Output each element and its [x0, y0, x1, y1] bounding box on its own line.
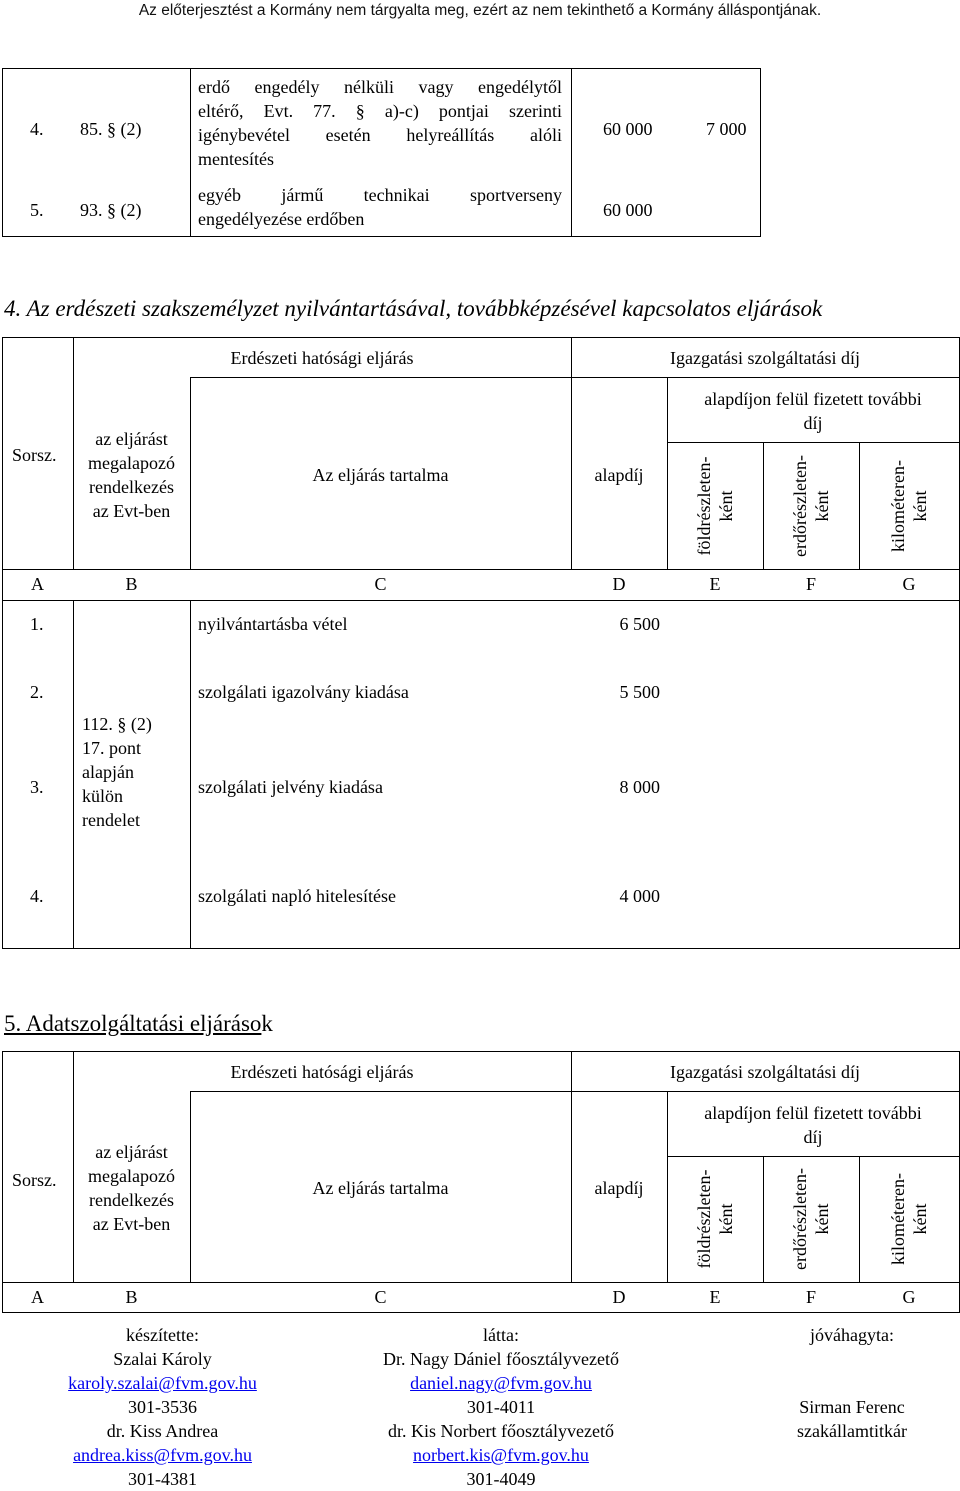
header-per-land: földrészleten- ként: [694, 456, 736, 556]
row-content-line: engedélyezése erdőben: [198, 209, 365, 229]
header-basis-line: az Evt-ben: [92, 1214, 171, 1234]
row-content-line: igénybevétel esetén helyreállítás alóli: [198, 125, 562, 145]
header-notice: Az előterjesztést a Kormány nem tárgyalta meg, ezért az nem tekinthető a Kormány álláspontjának.: [138, 2, 822, 19]
header-base-fee: alapdíj: [594, 1178, 644, 1198]
row-number: 5.: [30, 200, 44, 220]
basis-cell-line: külön: [82, 786, 124, 806]
header-basis-line: az eljárást: [95, 1142, 168, 1162]
seen-label: látta:: [483, 1325, 519, 1345]
header-basis-line: rendelkezés: [89, 1190, 174, 1210]
row-extra-fee: 7 000: [706, 119, 747, 139]
header-base-fee: alapdíj: [594, 465, 644, 485]
prepared-label: készítette:: [126, 1325, 199, 1345]
header-extra-fee-line: alapdíjon felül fizetett további: [704, 389, 922, 409]
header-extra-fee-line: alapdíjon felül fizetett további: [704, 1103, 922, 1123]
basis-cell-line: 112. § (2): [82, 714, 152, 734]
row-content: nyilvántartásba vétel: [198, 614, 348, 634]
row-number: 3.: [30, 777, 44, 797]
header-basis-line: rendelkezés: [89, 477, 174, 497]
row-content-line: mentesítés: [198, 149, 274, 169]
row-content-line: egyéb jármű technikai sportverseny: [198, 185, 562, 205]
column-letter: A: [31, 574, 44, 594]
row-reference: 93. § (2): [80, 200, 142, 220]
header-fee-group: Igazgatási szolgáltatási díj: [670, 348, 860, 368]
row-content: szolgálati napló hitelesítése: [198, 886, 396, 906]
basis-cell-line: rendelet: [82, 810, 140, 830]
approved-name: Sirman Ferenc: [799, 1397, 905, 1417]
seen-name: dr. Kis Norbert főosztályvezető: [388, 1421, 614, 1441]
column-letter: E: [709, 574, 721, 594]
row-content-line: erdő engedély nélküli vagy engedélytől: [198, 77, 562, 97]
header-basis-line: megalapozó: [88, 453, 175, 473]
seen-phone: 301-4011: [466, 1397, 536, 1417]
row-reference: 85. § (2): [80, 119, 142, 139]
column-letter: C: [374, 574, 387, 594]
header-per-km: kilométeren- ként: [888, 1173, 930, 1265]
column-letter: D: [612, 1287, 626, 1307]
column-letter: G: [902, 574, 916, 594]
header-per-km: kilométeren- ként: [888, 460, 930, 552]
header-sorsz: Sorsz.: [12, 1170, 57, 1190]
header-basis-line: az eljárást: [95, 429, 168, 449]
column-letter: E: [709, 1287, 721, 1307]
section-4-title: 4. Az erdészeti szakszemélyzet nyilvántartásával, továbbképzésével kapcsolatos eljárások: [4, 296, 823, 321]
row-fee: 6 500: [619, 614, 660, 634]
header-procedure-group: Erdészeti hatósági eljárás: [230, 1062, 414, 1082]
seen-phone: 301-4049: [466, 1469, 536, 1489]
row-fee: 60 000: [603, 200, 653, 220]
prepared-email-link[interactable]: karoly.szalai@fvm.gov.hu: [68, 1373, 257, 1393]
header-content: Az eljárás tartalma: [312, 465, 449, 485]
column-letter: F: [805, 1287, 816, 1307]
row-number: 2.: [30, 682, 44, 702]
approved-label: jóváhagyta:: [810, 1325, 894, 1345]
header-basis-line: megalapozó: [88, 1166, 175, 1186]
prepared-name: Szalai Károly: [113, 1349, 212, 1369]
row-fee: 8 000: [619, 777, 660, 797]
column-letter: B: [125, 1287, 138, 1307]
column-letter: A: [31, 1287, 44, 1307]
seen-email-link[interactable]: norbert.kis@fvm.gov.hu: [413, 1445, 589, 1465]
seen-name: Dr. Nagy Dániel főosztályvezető: [383, 1349, 619, 1369]
row-number: 4.: [30, 119, 44, 139]
prepared-email-link[interactable]: andrea.kiss@fvm.gov.hu: [73, 1445, 252, 1465]
seen-email-link[interactable]: daniel.nagy@fvm.gov.hu: [410, 1373, 592, 1393]
row-content: szolgálati igazolvány kiadása: [198, 682, 409, 702]
header-fee-group: Igazgatási szolgáltatási díj: [670, 1062, 860, 1082]
row-fee: 5 500: [619, 682, 660, 702]
column-letter: F: [805, 574, 816, 594]
prepared-phone: 301-4381: [128, 1469, 197, 1489]
header-procedure-group: Erdészeti hatósági eljárás: [230, 348, 414, 368]
prepared-name: dr. Kiss Andrea: [106, 1421, 219, 1441]
basis-cell-line: alapján: [82, 762, 134, 782]
column-letter: B: [125, 574, 138, 594]
prepared-phone: 301-3536: [128, 1397, 197, 1417]
header-sorsz: Sorsz.: [12, 445, 57, 465]
header-content: Az eljárás tartalma: [312, 1178, 449, 1198]
basis-cell-line: 17. pont: [82, 738, 142, 758]
row-content: szolgálati jelvény kiadása: [198, 777, 383, 797]
row-fee: 60 000: [603, 119, 653, 139]
column-letter: D: [612, 574, 626, 594]
section-5-title: 5. Adatszolgáltatási eljárások: [4, 1011, 273, 1036]
row-content-line: eltérő, Evt. 77. § a)-c) pontjai szerinti: [198, 101, 562, 121]
column-letter: C: [374, 1287, 387, 1307]
row-number: 1.: [30, 614, 44, 634]
row-fee: 4 000: [619, 886, 660, 906]
header-extra-fee-line: díj: [803, 413, 823, 433]
header-per-land: földrészleten- ként: [694, 1169, 736, 1269]
header-extra-fee-line: díj: [803, 1127, 823, 1147]
approved-title: szakállamtitkár: [797, 1421, 907, 1441]
row-number: 4.: [30, 886, 44, 906]
column-letter: G: [902, 1287, 916, 1307]
header-per-forest: erdőrészleten- ként: [790, 1168, 832, 1270]
header-per-forest: erdőrészleten- ként: [790, 455, 832, 557]
header-basis-line: az Evt-ben: [92, 501, 171, 521]
